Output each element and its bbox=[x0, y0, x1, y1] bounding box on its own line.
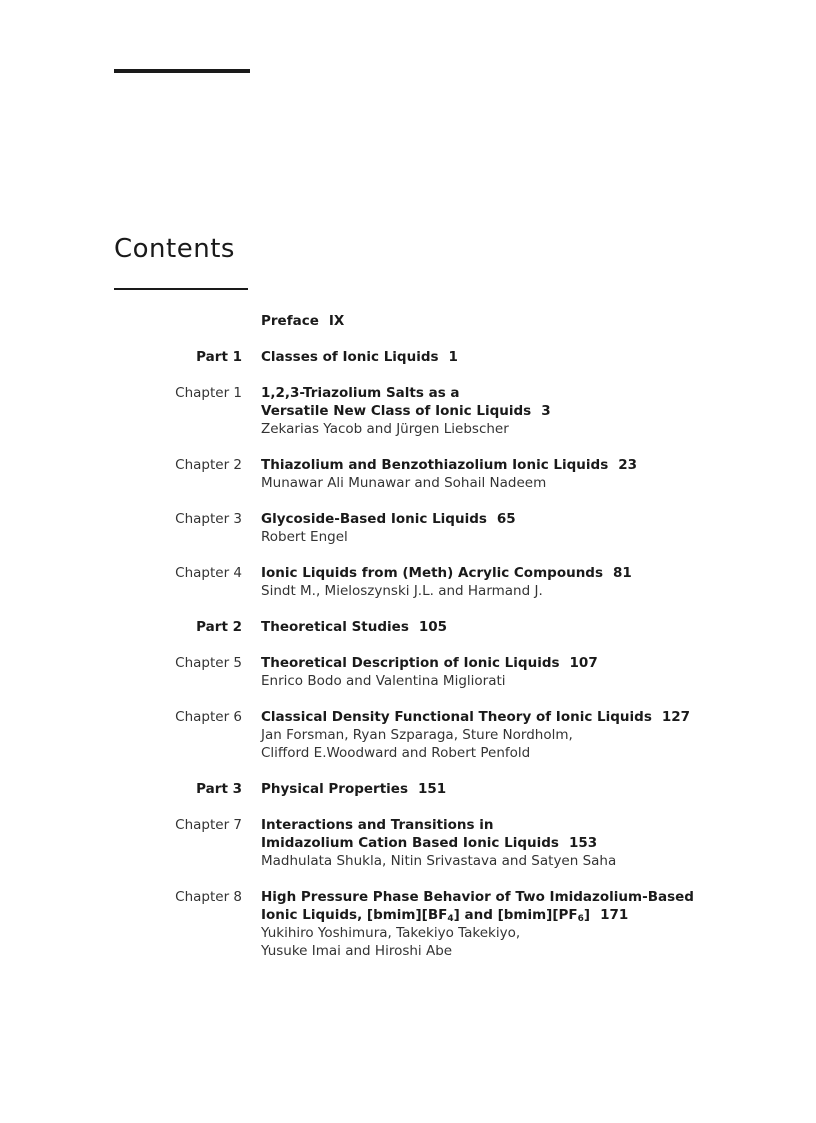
chapter-title: Glycoside-Based Ionic Liquids bbox=[261, 511, 487, 527]
chapter-label: Chapter 3 bbox=[175, 511, 242, 527]
chapter-authors: Zekarias Yacob and Jürgen Liebscher bbox=[261, 421, 509, 437]
chapter-title: High Pressure Phase Behavior of Two Imidazolium-Based bbox=[261, 889, 694, 905]
toc-chapter-4[interactable] bbox=[0, 564, 816, 600]
chapter-page: 81 bbox=[613, 565, 632, 581]
toc-chapter-5[interactable] bbox=[0, 654, 816, 690]
preface-title: Preface bbox=[261, 313, 319, 329]
chapter-page: 65 bbox=[496, 511, 516, 527]
chapter-page: 107 bbox=[569, 655, 598, 671]
part-page: 105 bbox=[418, 619, 448, 635]
chapter-title: Ionic Liquids from (Meth) Acrylic Compounds bbox=[261, 565, 604, 581]
part-label: Part 2 bbox=[196, 619, 242, 635]
chapter-title-part: ] bbox=[583, 907, 591, 923]
toc-chapter-7[interactable] bbox=[0, 816, 816, 870]
part-label: Part 3 bbox=[196, 781, 242, 797]
chapter-authors: Sindt M., Mieloszynski J.L. and Harmand J. bbox=[261, 583, 543, 599]
chapter-label: Chapter 4 bbox=[175, 565, 242, 581]
chapter-title: 1,2,3-Triazolium Salts as a bbox=[261, 385, 460, 401]
chapter-authors: Clifford E.Woodward and Robert Penfold bbox=[261, 745, 531, 761]
chapter-authors: Munawar Ali Munawar and Sohail Nadeem bbox=[261, 475, 547, 491]
chapter-authors: Yusuke Imai and Hiroshi Abe bbox=[261, 943, 453, 959]
toc-chapter-3[interactable] bbox=[0, 510, 816, 546]
toc-chapter-8[interactable] bbox=[0, 888, 816, 960]
table-of-contents bbox=[0, 312, 816, 978]
chapter-title: Thiazolium and Benzothiazolium Ionic Liquids bbox=[261, 457, 609, 473]
toc-part-2[interactable] bbox=[0, 618, 816, 636]
part-title: Classes of Ionic Liquids bbox=[261, 349, 439, 365]
chapter-title: Interactions and Transitions in bbox=[261, 817, 494, 833]
chapter-authors: Enrico Bodo and Valentina Migliorati bbox=[261, 673, 506, 689]
chapter-authors: Yukihiro Yoshimura, Takekiyo Takekiyo, bbox=[261, 925, 521, 941]
chapter-page: 127 bbox=[661, 709, 691, 725]
chapter-page: 3 bbox=[541, 403, 551, 419]
part-label: Part 1 bbox=[196, 349, 242, 365]
chapter-label: Chapter 2 bbox=[175, 457, 242, 473]
part-title: Theoretical Studies bbox=[261, 619, 409, 635]
chapter-authors: Robert Engel bbox=[261, 529, 348, 545]
part-page: 1 bbox=[448, 349, 458, 365]
chapter-label: Chapter 6 bbox=[175, 709, 242, 725]
title-rule bbox=[114, 288, 248, 290]
chapter-title: Versatile New Class of Ionic Liquids bbox=[261, 403, 532, 419]
chapter-page: 23 bbox=[618, 457, 638, 473]
chapter-label: Chapter 8 bbox=[175, 889, 242, 905]
toc-chapter-1[interactable] bbox=[0, 384, 816, 438]
part-page: 151 bbox=[417, 781, 447, 797]
chapter-title: Classical Density Functional Theory of Ionic Liquids bbox=[261, 709, 652, 725]
chapter-authors: Jan Forsman, Ryan Szparaga, Sture Nordholm, bbox=[261, 727, 573, 743]
chapter-title-part: ] and [bmim][PF bbox=[453, 907, 578, 923]
toc-chapter-2[interactable] bbox=[0, 456, 816, 492]
chapter-page: 171 bbox=[600, 907, 629, 923]
subscript: 6 bbox=[577, 914, 584, 924]
top-rule bbox=[114, 69, 250, 73]
chapter-title: Theoretical Description of Ionic Liquids bbox=[261, 655, 560, 671]
chapter-title: Imidazolium Cation Based Ionic Liquids bbox=[261, 835, 559, 851]
subscript: 4 bbox=[447, 914, 454, 924]
chapter-label: Chapter 1 bbox=[175, 385, 242, 401]
chapter-authors: Madhulata Shukla, Nitin Srivastava and Satyen Saha bbox=[261, 853, 617, 869]
part-title: Physical Properties bbox=[261, 781, 408, 797]
toc-part-1[interactable] bbox=[0, 348, 816, 366]
toc-preface[interactable] bbox=[0, 312, 816, 330]
toc-part-3[interactable] bbox=[0, 780, 816, 798]
chapter-label: Chapter 5 bbox=[175, 655, 242, 671]
preface-page: IX bbox=[328, 313, 345, 329]
chapter-title-part: Ionic Liquids, [bmim][BF bbox=[261, 907, 448, 923]
chapter-page: 153 bbox=[568, 835, 598, 851]
chapter-label: Chapter 7 bbox=[175, 817, 242, 833]
toc-chapter-6[interactable] bbox=[0, 708, 816, 762]
page-title: Contents bbox=[114, 234, 235, 264]
